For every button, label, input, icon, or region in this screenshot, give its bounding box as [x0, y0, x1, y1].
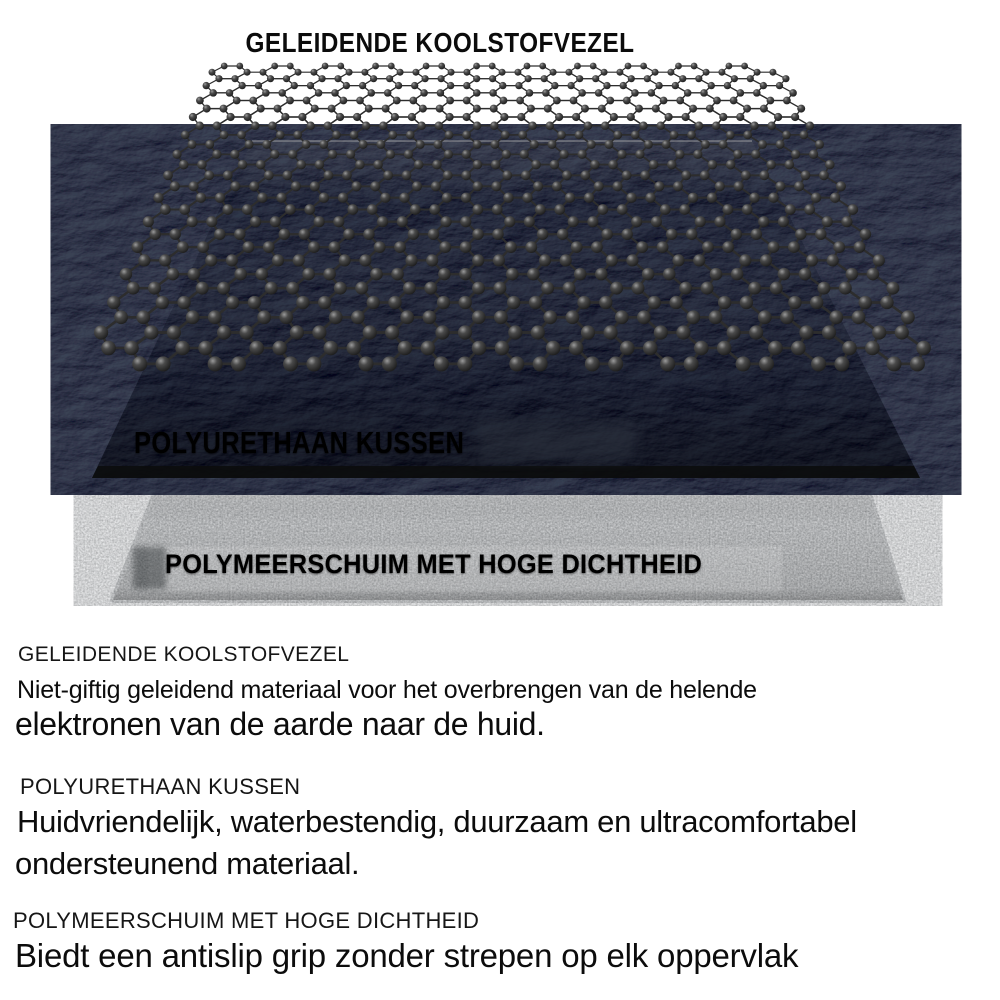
- section-cushion-heading: POLYURETHAAN KUSSEN: [20, 774, 301, 799]
- section-foam-heading: POLYMEERSCHUIM MET HOGE DICHTHEID: [13, 908, 480, 933]
- section-carbon-line2: elektronen van de aarde naar de huid.: [15, 706, 545, 742]
- section-carbon-heading: GELEIDENDE KOOLSTOFVEZEL: [18, 643, 350, 666]
- section-carbon-line1: Niet-giftig geleidend materiaal voor het overbrengen van de helende: [17, 676, 757, 704]
- section-cushion-line1: Huidvriendelijk, waterbestendig, duurzaam en ultracomfortabel: [17, 804, 857, 839]
- foam-label: POLYMEERSCHUIM MET HOGE DICHTHEID: [165, 549, 703, 579]
- section-foam-line1: Biedt een antislip grip zonder strepen op elk oppervlak: [15, 937, 799, 974]
- diagram-title: GELEIDENDE KOOLSTOFVEZEL: [245, 27, 635, 58]
- cushion-label: POLYURETHAAN KUSSEN: [134, 425, 465, 460]
- section-cushion-line2: ondersteunend materiaal.: [15, 846, 360, 881]
- blurred-smudge: [133, 547, 166, 589]
- blurred-watermark: [478, 423, 636, 461]
